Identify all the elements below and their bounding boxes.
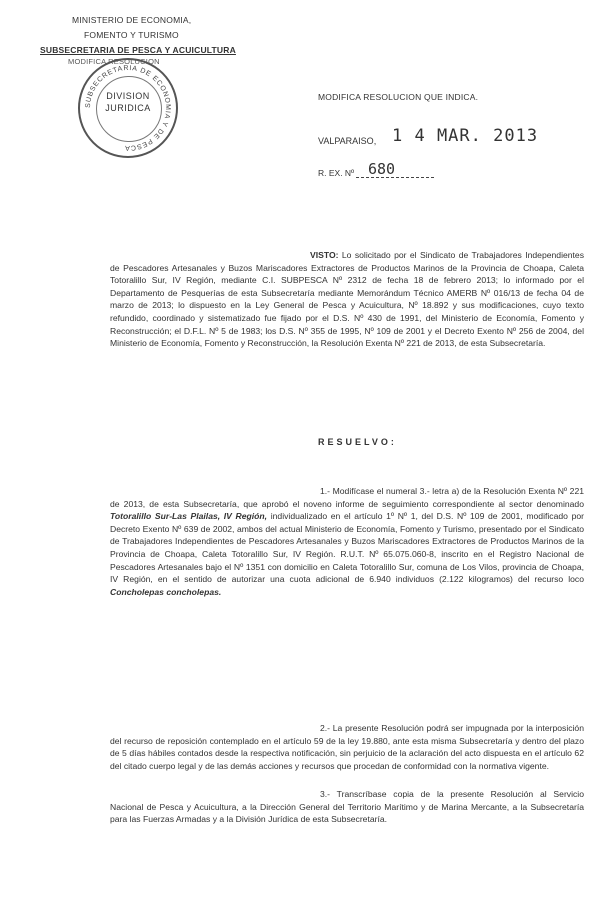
visto-label: VISTO: [310,250,339,260]
resolution-item-2 [110,722,584,772]
resuelvo-heading: RESUELVO: [318,437,397,447]
subsecretaria-subheading: MODIFICA RESOLUCION [68,57,160,66]
stamp-ring-text: SUBSECRETARIA DE ECONOMIA Y DE PESCA [84,64,172,152]
division-juridica-stamp [78,58,178,158]
document-date-stamp: 1 4 MAR. 2013 [392,126,539,146]
document-place: VALPARAISO, [318,136,377,146]
document-subject: MODIFICA RESOLUCION QUE INDICA. [318,92,479,102]
item3-text: 3.- Transcríbase copia de la presente Resolución al Servicio Nacional de Pesca y Acuicultura, a la Dirección General del Territorio Marítimo y de Marina Mercante, a la Subsecretaría para las Fuerzas Armadas y a la División Jurídica de esta Subsecretaría. [110,789,584,825]
item2-text: 2.- La presente Resolución podrá ser impugnada por la interposición del recurso de reposición contemplado en el artículo 59 de la ley 19.880, ante esta misma Subsecretaría y dentro del plazo de 5 días hábiles contados desde la respectiva notificación, sin perjuicio de la aclaración del acto dispuesta en el artículo 62 del citado cuerpo legal y de las demás acciones y recursos que procedan de conformidad con la normativa vigente. [110,723,584,771]
item1-body: individualizado en el artículo 1º Nº 1, del D.S. Nº 109 de 2001, modificado por Decreto Exento Nº 639 de 2002, ambos del actual Ministerio de Economía, Fomento y Turismo, presentado por el Sindicato de Trabajadores Independientes de Pescadores Artesanales y Buzos Mariscadores Extractores de Productos Marinos de la Provincia de Choapa, Caleta Totoralillo Sur, IV Región. R.U.T. Nº 65.075.060-8, inscrito en el Registro Nacional de Pescadores Artesanales bajo el Nº 1351 con domicilio en Caleta Totoralillo Sur, comuna de Los Vilos, provincia de Choapa, IV Región, en el sentido de autorizar una cuota adicional de 6.940 individuos (2.122 kilogramos) del recurso loco [110,511,584,585]
resolution-item-3 [110,788,584,826]
stamp-center-text [80,90,176,114]
item1-species-name: Concholepas concholepas. [110,586,222,597]
item1-lead: 1.- Modifícase el numeral 3.- letra a) de la Resolución Exenta Nº 221 de 2013, de esta Subsecretaría, que aprobó el noveno informe de seguimiento correspondiente al sector denominado [110,486,584,509]
resolution-label: R. EX. Nº [318,168,355,178]
stamp-line-2: JURIDICA [105,103,151,113]
ministry-heading: MINISTERIO DE ECONOMIA, [72,15,192,25]
resolution-number: 680 [368,160,396,178]
stamp-line-1: DIVISION [106,91,150,101]
subsecretaria-heading: SUBSECRETARIA DE PESCA Y ACUICULTURA [40,45,236,55]
ministry-subheading: FOMENTO Y TURISMO [84,30,179,40]
resolution-item-1 [110,485,584,598]
visto-paragraph [110,249,584,350]
item1-sector-name: Totoralillo Sur-Las Plailas, IV Región, [110,511,268,522]
resolution-number-underline [356,177,434,178]
visto-text: Lo solicitado por el Sindicato de Trabajadores Independientes de Pescadores Artesanales y Buzos Mariscadores Extractores de Productos Marinos de la Provincia de Choapa, Caleta Totoralillo Sur, IV Región, mediante C.I. SUBPESCA Nº 2312 de fecha 18 de febrero 2013; lo informado por el Departamento de Pesquerías de esta Subsecretaría mediante Memorándum Técnico AMERB Nº 016/13 de fecha 04 de marzo de 2013; lo dispuesto en la Ley General de Pesca y Acuicultura, Nº 18.892 y sus modificaciones, cuyo texto refundido, coordinado y sistematizado fue fijado por el D.S. Nº 430 de 1991, del Ministerio de Economía, Fomento y Reconstrucción; el D.F.L. Nº 5 de 1983; los D.S. Nº 355 de 1995, Nº 109 de 2001 y el Decreto Exento Nº 256 de 2004, del Ministerio de Economía, Fomento y Reconstrucción, la Resolución Exenta Nº 221 de 2013, de esta Subsecretaría. [110,250,585,349]
